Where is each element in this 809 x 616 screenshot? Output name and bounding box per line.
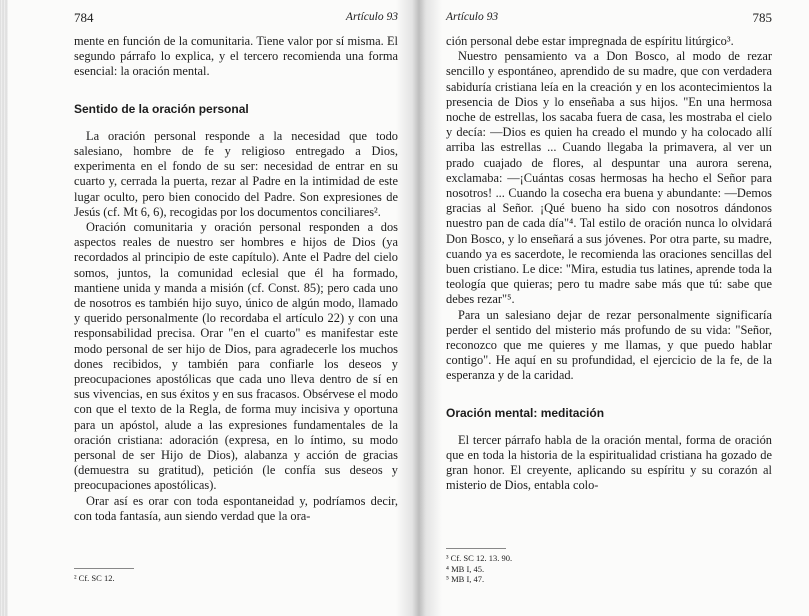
footnote: ⁴ MB I, 45. <box>446 563 485 574</box>
paragraph: mente en función de la comunitaria. Tiene valor por sí misma. El segundo párrafo lo explica, y el tercero recomienda una forma esencial: la oración mental. <box>74 34 398 79</box>
paragraph: El tercer párrafo habla de la oración mental, forma de oración que en toda la historia de la espiritualidad cristiana ha gozado de gran honor. El creyente, aplicando su espíritu y su corazón al misterio de Dios, entabla colo- <box>446 432 772 493</box>
section-heading: Oración mental: meditación <box>446 405 605 420</box>
left-page-body <box>74 34 398 524</box>
footnotes <box>74 573 398 584</box>
footnote: ⁵ MB I, 47. <box>446 574 485 584</box>
right-page <box>446 0 772 616</box>
paragraph: Orar así es orar con toda espontaneidad y, podríamos decir, con toda fantasía, aun siendo verdad que la ora- <box>74 493 398 523</box>
footnote-rule <box>446 548 506 549</box>
page-number: 785 <box>752 10 772 25</box>
footnotes <box>446 553 772 585</box>
book-gutter <box>396 0 442 616</box>
running-head: Artículo 93 <box>446 11 499 23</box>
footnote: ³ Cf. SC 12. 13. 90. <box>446 553 513 563</box>
right-page-body <box>446 34 772 494</box>
right-page-header <box>446 10 772 28</box>
page-number: 784 <box>74 10 94 25</box>
running-head: Artículo 93 <box>345 11 398 23</box>
paragraph: Oración comunitaria y oración personal responden a dos aspectos reales de nuestro ser hombres e hijos de Dios (ya recordados al principio de este capítulo). Ante el Padre del cielo somos, juntos, la comunidad eclesial que él ha formado, mantiene unida y manda a misión (cf. Const. 85); pero cada uno de nosotros es también hijo suyo, único de algún modo, llamado y querido personalmente (lo recordaba el artículo 22) y con una responsabilidad precisa. Orar "en el cuarto" es manifestar este modo personal de ser hijo de Dios, para agradecerle los muchos dones recibidos, y también para confiarle los deseos y preocupaciones apostólicas que cada uno lleva dentro de sí en sus vivencias, en sus éxitos y en sus fracasos. Obsérvese el modo con que el texto de la Regla, de forma muy incisiva y oportuna para un apóstol, alude a las expresiones fundamentales de la oración cristiana: adoración (expresa, en lo íntimo, su modo personal de ser Hijo de Dios), alabanza y acción de gracias (demuestra su gratitud), petición (le confía sus deseos y preocupaciones apostólicas). <box>74 220 398 493</box>
footnote: ² Cf. SC 12. <box>74 573 115 583</box>
footnote-rule <box>74 568 134 569</box>
paragraph: Nuestro pensamiento va a Don Bosco, al modo de rezar sencillo y espontáneo, aprendido de su madre, que con verdadera sabiduría cristiana leía en la creación y en los acontecimientos la presencia de Dios y lo enseñaba a sus hijos. "En una hermosa noche de estrellas, los sacaba fuera de casa, les mostraba el cielo y decía: —Dios es quien ha creado el mundo y ha colocado allí arriba las estrellas ... Cuando llegaba la primavera, al ver un prado cuajado de flores, al despuntar una aurora serena, exclamaba: —¡Cuántas cosas hermosas ha hecho el Señor para nosotros! ... Cuando la cosecha era buena y abundante: —Demos gracias al Señor. ¡Qué bueno ha sido con nosotros dándonos nuestro pan de cada día"⁴. Tal estilo de oración nunca lo olvidará Don Bosco, y lo enseñará a sus jóvenes. Por otra parte, su madre, cuando ya es sacerdote, le recomienda las oraciones sencillas del buen cristiano. Le dice: "Mira, estudia tus latines, aprende toda la teología que quieras; pero tu madre sabe más que tú: sabe que debes rezar"⁵. <box>446 49 772 307</box>
paragraph: Para un salesiano dejar de rezar personalmente significaría perder el sentido del misterio más profundo de su vida: "Señor, reconozco que me quieres y me llamas, y que puedo hablar contigo". He aquí en su profundidad, el ejercicio de la fe, de la esperanza y de la caridad. <box>446 307 772 383</box>
left-page-header <box>74 10 398 28</box>
page-edges <box>0 0 8 616</box>
left-page <box>74 0 398 616</box>
paragraph: La oración personal responde a la necesidad que todo salesiano, hombre de fe y religioso entregado a Dios, experimenta en el fondo de su ser: necesidad de entrar en su cuarto y, cerrada la puerta, rezar al Padre en la intimidad de este lugar oculto, pero bien conocido del Padre. Son expresiones de Jesús (cf. Mt 6, 6), recogidas por los documentos conciliares². <box>74 128 398 219</box>
section-heading: Sentido de la oración personal <box>74 101 249 116</box>
paragraph: ción personal debe estar impregnada de espíritu litúrgico³. <box>446 34 734 48</box>
